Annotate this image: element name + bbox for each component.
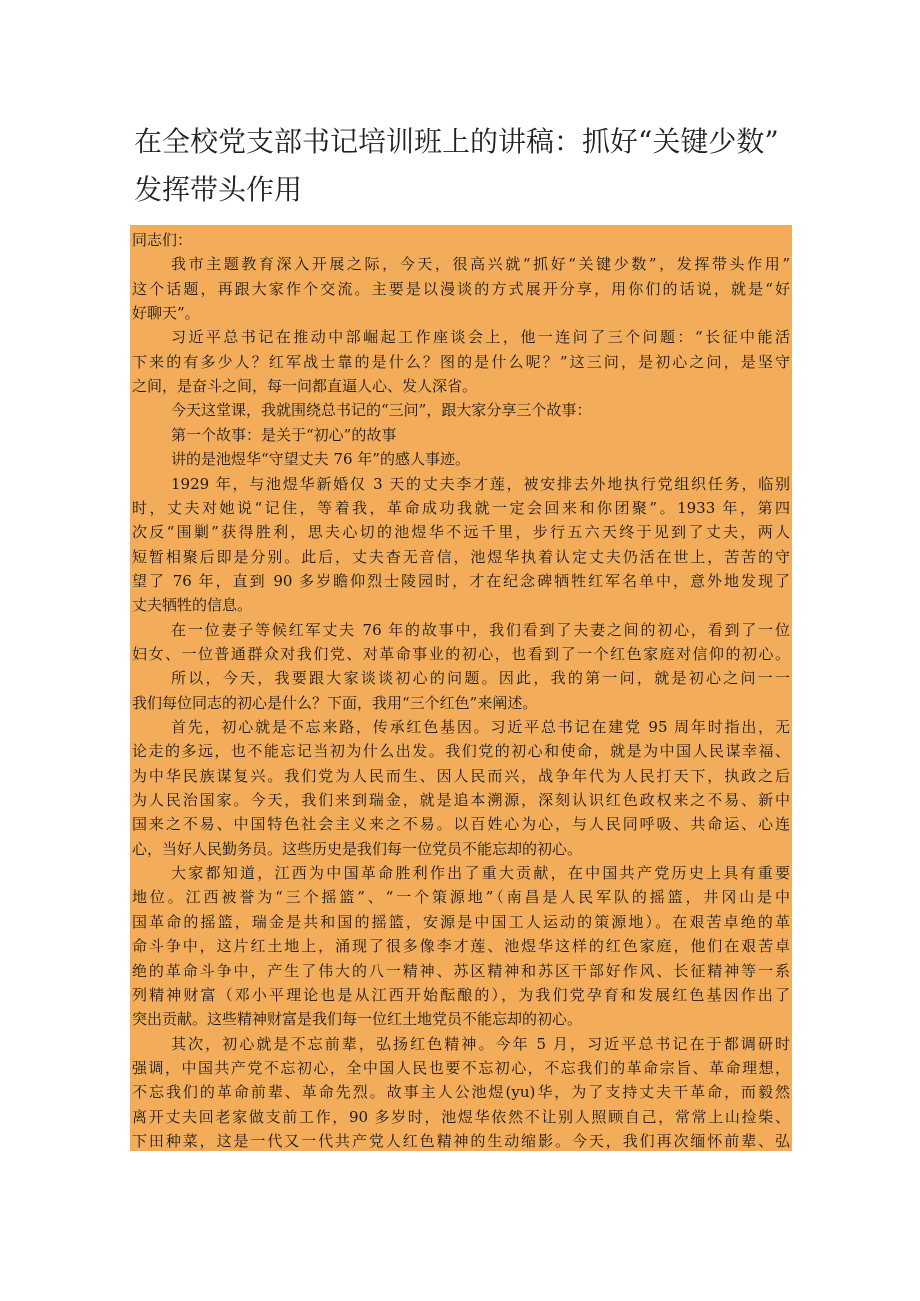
body-line: 国来之不易、中国特色社会主义来之不易。以百姓心为心，与人民同呼吸、共命运、心连 — [132, 815, 790, 834]
highlighted-body-text — [130, 225, 792, 1151]
body-line: 为中华民族谋复兴。我们党为人民而生、因人民而兴，战争年代为人民打天下，执政之后 — [132, 766, 790, 785]
body-line: 离开丈夫回老家做支前工作，90 多岁时，池煜华依然不让别人照顾自己，常常上山捡柴、 — [132, 1107, 790, 1126]
body-line: 望了 76 年，直到 90 多岁瞻仰烈士陵园时，才在纪念碑牺牲红军名单中，意外地发现了 — [132, 571, 790, 590]
body-line: 论走的多远，也不能忘记当初为什么出发。我们党的初心和使命，就是为中国人民谋幸福、 — [132, 742, 790, 761]
body-line: 列精神财富（邓小平理论也是从江西开始酝酿的），为我们党孕育和发展红色基因作出了 — [132, 985, 790, 1004]
body-line: 丈夫牺牲的信息。 — [132, 596, 253, 615]
document-title — [134, 118, 814, 214]
body-line: 妇女、一位普通群众对我们党、对革命事业的初心，也看到了一个红色家庭对信仰的初心。 — [132, 644, 790, 663]
body-line: 所以，今天，我要跟大家谈谈初心的问题。因此，我的第一问，就是初心之问一一 — [171, 669, 790, 688]
title-line-2: 发挥带头作用 — [134, 173, 303, 206]
body-line: 大家都知道，江西为中国革命胜利作出了重大贡献，在中国共产党历史上具有重要 — [171, 864, 790, 883]
body-line: 突出贡献。这些精神财富是我们每一位红土地党员不能忘却的初心。 — [132, 1010, 583, 1029]
body-line: 之间，是奋斗之间，每一问都直逼人心、发人深省。 — [132, 377, 478, 396]
body-line: 短暂相聚后即是分别。此后，丈夫杳无音信，池煜华执着认定丈夫仍活在世上，苦苦的守 — [132, 547, 790, 566]
body-line: 好聊天”。 — [132, 304, 200, 323]
body-line: 其次，初心就是不忘前辈，弘扬红色精神。今年 5 月，习近平总书记在于都调研时 — [171, 1034, 790, 1053]
body-line: 这个话题，再跟大家作个交流。主要是以漫谈的方式展开分享，用你们的话说，就是“好 — [132, 279, 790, 298]
body-line: 我们每位同志的初心是什么？下面，我用“三个红色”来阐述。 — [132, 693, 538, 712]
body-line: 不忘我们的革命前辈、革命先烈。故事主人公池煜(yu)华，为了支持丈夫干革命，而毅然 — [132, 1083, 790, 1102]
body-line: 绝的革命斗争中，产生了伟大的八一精神、苏区精神和苏区干部好作风、长征精神等一系 — [132, 961, 790, 980]
body-line: 第一个故事：是关于“初心”的故事 — [171, 425, 397, 444]
body-line: 时，丈夫对她说“记住，等着我，革命成功我就一定会回来和你团聚”。1933 年，第四 — [132, 498, 790, 517]
body-line: 国革命的摇篮，瑞金是共和国的摇篮，安源是中国工人运动的策源地）。在艰苦卓绝的革 — [132, 912, 790, 931]
body-line: 次反“围剿”获得胜利，思夫心切的池煜华不远千里，步行五六天终于见到了丈夫，两人 — [132, 523, 790, 542]
body-line: 我市主题教育深入开展之际，今天，很高兴就“抓好“关键少数”，发挥带头作用” — [171, 255, 790, 274]
body-line: 今天这堂课，我就围绕总书记的“三问”，跟大家分享三个故事： — [171, 401, 592, 420]
body-line: 下田种菜，这是一代又一代共产党人红色精神的生动缩影。今天，我们再次缅怀前辈、弘 — [132, 1131, 790, 1150]
body-line: 下来的有多少人？红军战士靠的是什么？图的是什么呢？”这三问，是初心之问，是坚守 — [132, 352, 790, 371]
body-line: 为人民治国家。今天，我们来到瑞金，就是追本溯源，深刻认识红色政权来之不易、新中 — [132, 791, 790, 810]
body-line: 心，当好人民勤务员。这些历史是我们每一位党员不能忘却的初心。 — [132, 839, 583, 858]
body-line: 首先，初心就是不忘来路，传承红色基因。习近平总书记在建党 95 周年时指出，无 — [171, 718, 790, 736]
body-line: 习近平总书记在推动中部崛起工作座谈会上，他一连问了三个问题：“长征中能活 — [171, 328, 790, 347]
body-line: 强调，中国共产党不忘初心，全中国人民也要不忘初心，不忘我们的革命宗旨、革命理想， — [132, 1058, 790, 1077]
body-line: 在一位妻子等候红军丈夫 76 年的故事中，我们看到了夫妻之间的初心，看到了一位 — [171, 620, 790, 639]
title-line-1: 在全校党支部书记培训班上的讲稿：抓好“关键少数” — [134, 125, 779, 158]
body-line: 讲的是池煜华“守望丈夫 76 年”的感人事迹。 — [171, 450, 470, 469]
body-line: 命斗争中，这片红土地上，涌现了很多像李才莲、池煜华这样的红色家庭，他们在艰苦卓 — [132, 937, 790, 956]
body-line: 同志们： — [132, 231, 193, 249]
body-line: 地位。江西被誉为“三个摇篮”、“一个策源地”（南昌是人民军队的摇篮，井冈山是中 — [132, 888, 790, 907]
body-line: 1929 年，与池煜华新婚仅 3 天的丈夫李才莲，被安排去外地执行党组织任务，临别 — [171, 474, 790, 493]
